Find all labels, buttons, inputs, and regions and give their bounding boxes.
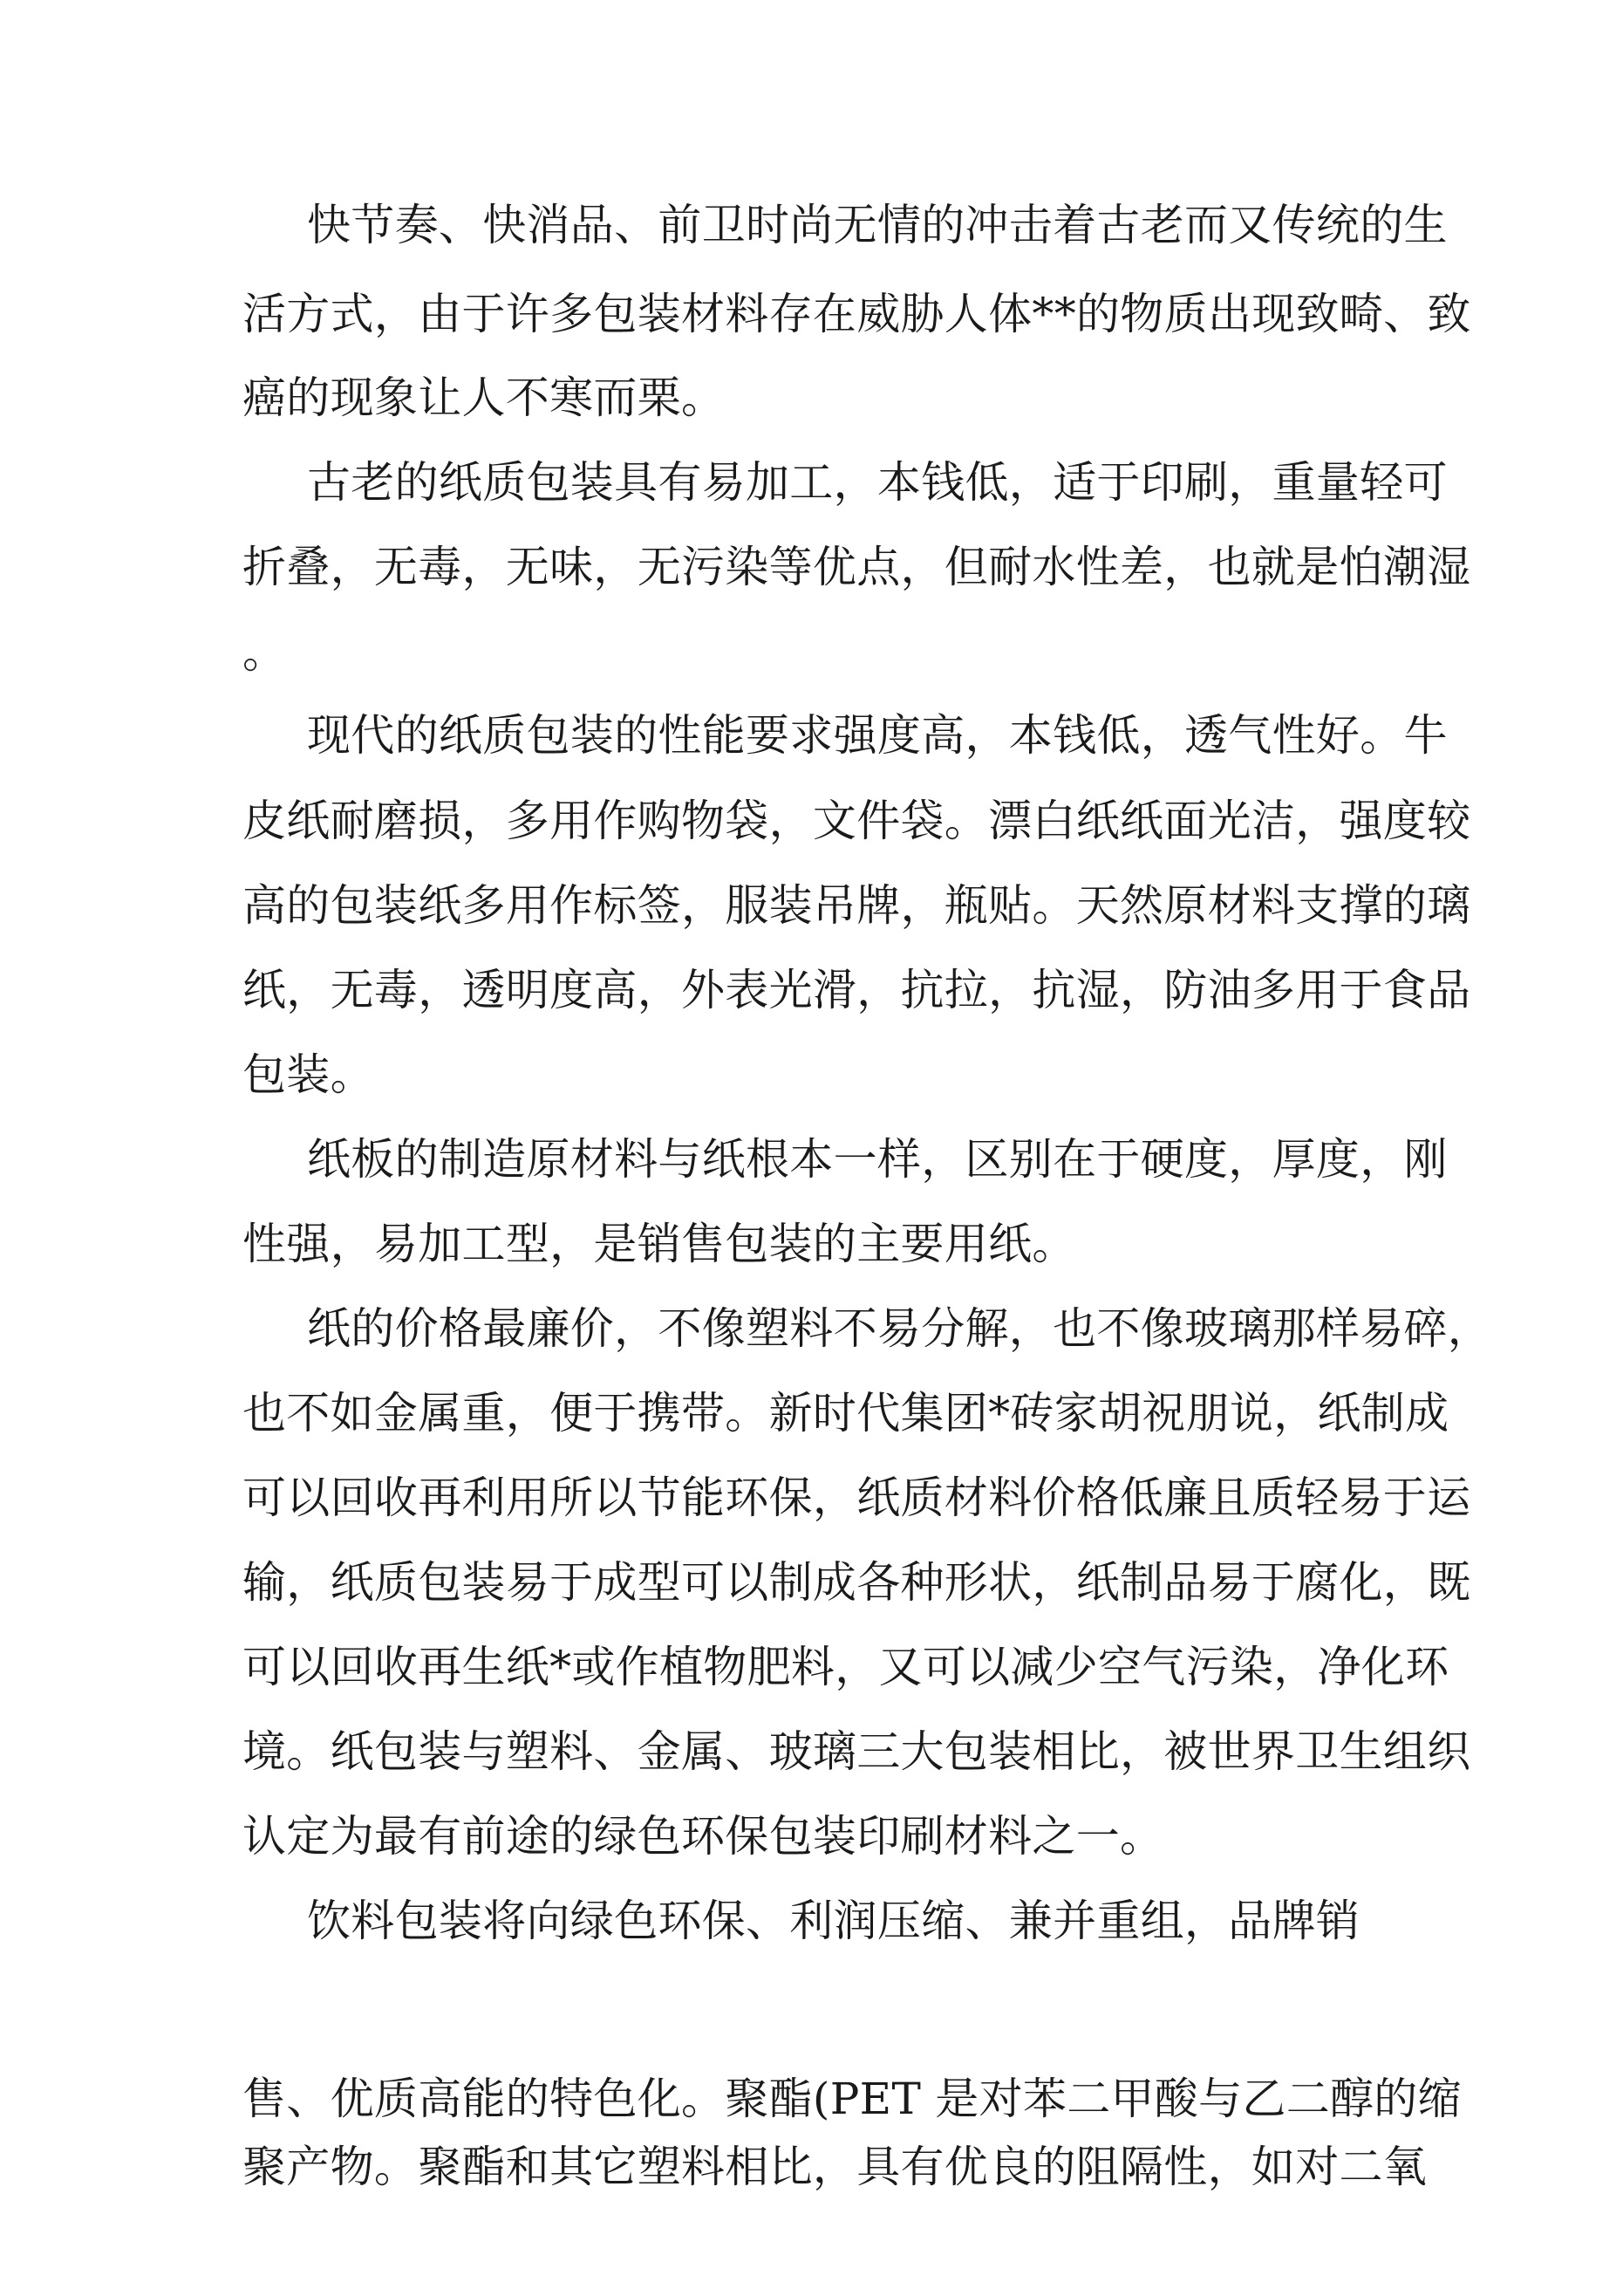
text-line: 饮料包装将向绿色环保、利润压缩、兼并重组，品牌销: [307, 1896, 1360, 1946]
text-line: 。: [242, 627, 287, 678]
text-line: 现代的纸质包装的性能要求强度高，本钱低，透气性好。牛: [307, 710, 1448, 761]
text-line: 可以回收再生纸*或作植物肥料，又可以减少空气污染，净化环: [242, 1642, 1449, 1692]
text-line: 高的包装纸多用作标签，服装吊牌，瓶贴。天然原材料支撑的璃: [242, 880, 1471, 931]
text-line: 可以回收再利用所以节能环保，纸质材料价格低廉且质轻易于运: [242, 1473, 1471, 1523]
text-line: 也不如金属重，便于携带。新时代集团*砖家胡祝朋说，纸制成: [242, 1388, 1449, 1438]
text-line: 皮纸耐磨损，多用作购物袋，文件袋。漂白纸纸面光洁，强度较: [242, 796, 1471, 846]
text-line: 包装。: [242, 1049, 374, 1100]
text-line: 售、优质高能的特色化。聚酯(PET 是对苯二甲酸与乙二醇的缩: [242, 2074, 1462, 2124]
text-line: 性强，易加工型，是销售包装的主要用纸。: [242, 1219, 1076, 1269]
text-line: 古老的纸质包装具有易加工，本钱低，适于印刷，重量轻可: [307, 457, 1448, 508]
text-line: 活方式，由于许多包装材料存在威胁人体**的物质出现致畸、致: [242, 289, 1471, 339]
text-line: 折叠，无毒，无味，无污染等优点，但耐水性差，也就是怕潮湿: [242, 542, 1471, 592]
text-line: 聚产物。聚酯和其它塑料相比，具有优良的阻隔性，如对二氧: [242, 2142, 1428, 2192]
text-line: 快节奏、快消品、前卫时尚无情的冲击着古老而又传统的生: [307, 200, 1448, 250]
text-line: 输，纸质包装易于成型可以制成各种形状，纸制品易于腐化，既: [242, 1557, 1471, 1608]
text-line: 纸的价格最廉价，不像塑料不易分解，也不像玻璃那样易碎，: [307, 1303, 1492, 1354]
text-line: 纸，无毒，透明度高，外表光滑，抗拉，抗湿，防油多用于食品: [242, 965, 1471, 1015]
text-line: 认定为最有前途的绿色环保包装印刷材料之一。: [242, 1811, 1164, 1862]
text-line: 纸板的制造原材料与纸根本一样，区别在于硬度，厚度，刚: [307, 1134, 1448, 1185]
text-line: 癌的现象让人不寒而栗。: [242, 372, 726, 423]
text-line: 境。纸包装与塑料、金属、玻璃三大包装相比，被世界卫生组织: [242, 1726, 1471, 1777]
